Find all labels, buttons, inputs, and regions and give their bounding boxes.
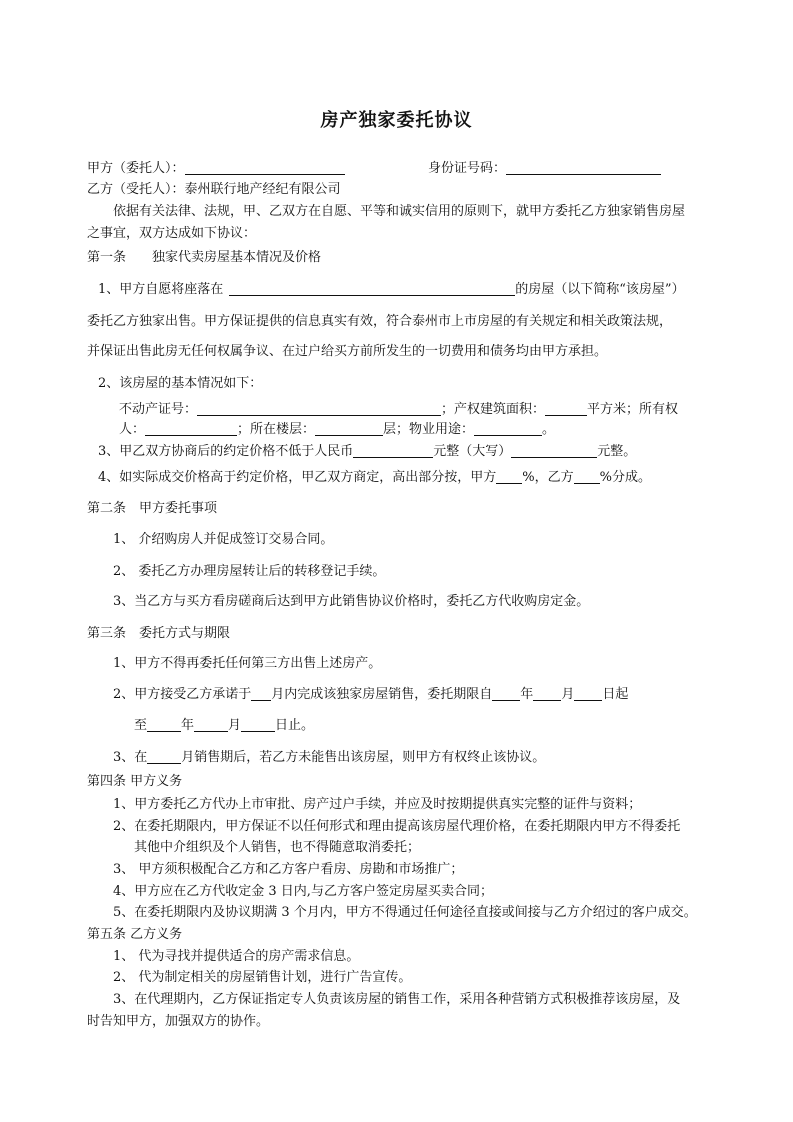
use-blank[interactable] <box>474 421 542 436</box>
property-info-row-2 <box>119 421 555 439</box>
clause-text: 的房屋（以下简称“该房屋”） <box>515 282 685 297</box>
article-1-clause-3 <box>98 443 636 461</box>
article-2-heading: 第二条 甲方委托事项 <box>87 501 218 516</box>
year-label: 年 <box>520 687 534 702</box>
area-label: ；产权建筑面积： <box>441 402 546 417</box>
clause-text: 1、甲方自愿将座落在 <box>98 282 224 297</box>
price-upper-blank[interactable] <box>511 443 597 458</box>
article-3-clause-3 <box>113 749 545 767</box>
clause-text: 2、甲方接受乙方承诺于 <box>113 687 252 702</box>
day-label: 日起 <box>602 687 629 702</box>
split-label: 4、如实际成交价格高于约定价格，甲乙双方商定，高出部分按，甲方 <box>98 470 497 485</box>
article-4-heading: 第四条 甲方义务 <box>87 774 183 789</box>
end-day-blank[interactable] <box>241 717 275 732</box>
article-5-item: 2、 代为制定相关的房屋销售计划，进行广告宣传。 <box>113 970 412 985</box>
area-blank[interactable] <box>545 401 587 416</box>
article-4-item-continued: 其他中介组织及个人销售，也不得随意取消委托； <box>134 840 421 855</box>
party-b-name: 泰州联行地产经纪有限公司 <box>184 182 341 197</box>
article-1-clause-1-line-2: 委托乙方独家出售。甲方保证提供的信息真实有效，符合泰州市上市房屋的有关规定和相关政策法规， <box>87 314 673 329</box>
article-3-heading: 第三条 委托方式与期限 <box>87 626 231 641</box>
price-blank[interactable] <box>353 443 433 458</box>
cert-number-blank[interactable] <box>197 401 441 416</box>
to-label: 至 <box>134 718 148 733</box>
floor-blank[interactable] <box>315 421 383 436</box>
split-end: %分成。 <box>599 470 651 485</box>
article-3-clause-2 <box>113 686 628 704</box>
id-label: 身份证号码： <box>428 161 507 176</box>
end-month-blank[interactable] <box>194 717 228 732</box>
article-1-clause-4 <box>98 469 651 487</box>
article-3-clause-1: 1、甲方不得再委托任何第三方出售上述房产。 <box>113 656 382 671</box>
price-label: 3、甲乙双方协商后的约定价格不低于人民币 <box>98 444 354 459</box>
article-4-item: 5、在委托期限内及协议期满 3 个月内，甲方不得通过任何途径直接或间接与乙方介绍过的客户成交。 <box>113 905 697 920</box>
party-a-share-blank[interactable] <box>496 469 522 484</box>
article-4-item: 4、甲方应在乙方代收定金 3 日内,与乙方客户签定房屋买卖合同； <box>113 884 493 899</box>
month-label: 月 <box>561 687 575 702</box>
owner-label: 人： <box>119 422 146 437</box>
party-b-share-blank[interactable] <box>574 469 600 484</box>
party-a-blank[interactable] <box>185 160 345 175</box>
month-label: 月 <box>228 718 242 733</box>
row-end: 。 <box>542 422 556 437</box>
start-day-blank[interactable] <box>574 686 602 701</box>
article-2-item: 2、 委托乙方办理房屋转让后的转移登记手续。 <box>113 564 386 579</box>
id-number-blank[interactable] <box>506 160 661 175</box>
article-1-heading: 第一条 独家代卖房屋基本情况及价格 <box>87 250 322 265</box>
article-3-clause-2-end <box>134 717 314 735</box>
year-label: 年 <box>181 718 195 733</box>
intro-line-2: 之事宜，双方达成如下协议： <box>87 226 257 241</box>
article-1-clause-1-line-3: 并保证出售此房无任何权属争议、在过户给买方前所发生的一切费用和债务均由甲方承担。 <box>87 344 608 359</box>
article-5-item: 1、 代为寻找并提供适合的房产需求信息。 <box>113 949 360 964</box>
clause-text: 月销售期后，若乙方未能售出该房屋，则甲方有权终止该协议。 <box>181 750 546 765</box>
article-1-clause-1 <box>98 281 685 299</box>
party-b-row <box>87 181 341 199</box>
sqm-label: 平方米；所有权 <box>587 402 679 417</box>
price-upper-label: 元整（大写） <box>433 444 512 459</box>
clause-text: 月内完成该独家房屋销售，委托期限自 <box>271 687 493 702</box>
party-a-label: 甲方（委托人）： <box>87 161 185 176</box>
months-blank[interactable] <box>251 686 271 701</box>
property-info-row-1 <box>119 401 678 419</box>
article-2-item: 1、 介绍购房人并促成签订交易合同。 <box>113 532 334 547</box>
address-blank[interactable] <box>229 281 515 296</box>
article-1-clause-2: 2、该房屋的基本情况如下： <box>98 376 263 391</box>
end-label: 日止。 <box>275 718 315 733</box>
start-month-blank[interactable] <box>533 686 561 701</box>
clause-text: 3、在 <box>113 750 148 765</box>
floor-label: ；所在楼层： <box>237 422 316 437</box>
article-5-item: 3、在代理期内，乙方保证指定专人负责该房屋的销售工作，采用各种营销方式积极推荐该房屋，及 <box>113 992 681 1007</box>
id-row <box>428 160 661 178</box>
owner-blank[interactable] <box>145 421 237 436</box>
article-4-item: 2、在委托期限内，甲方保证不以任何形式和理由提高该房屋代理价格，在委托期限内甲方不得委托 <box>113 819 681 834</box>
document-title: 房产独家委托协议 <box>320 110 473 131</box>
party-a-row <box>87 160 345 178</box>
article-4-item: 3、 甲方须积极配合乙方和乙方客户看房、房勘和市场推广； <box>113 862 464 877</box>
end-year-blank[interactable] <box>147 717 181 732</box>
article-5-heading: 第五条 乙方义务 <box>87 927 183 942</box>
use-label: 层；物业用途： <box>383 422 475 437</box>
article-4-item: 1、甲方委托乙方代办上市审批、房产过户手续，并应及时按期提供真实完整的证件与资料； <box>113 797 642 812</box>
party-b-label: 乙方（受托人）： <box>87 182 185 197</box>
intro-line-1: 依据有关法律、法规，甲、乙双方在自愿、平等和诚实信用的原则下，就甲方委托乙方独家销售房屋 <box>113 204 686 219</box>
article-5-item-continued: 时告知甲方，加强双方的协作。 <box>87 1014 270 1029</box>
cert-label: 不动产证号： <box>119 402 198 417</box>
start-year-blank[interactable] <box>492 686 520 701</box>
price-end: 元整。 <box>597 444 637 459</box>
sales-period-blank[interactable] <box>147 749 181 764</box>
article-2-item: 3、当乙方与买方看房磋商后达到甲方此销售协议价格时，委托乙方代收购房定金。 <box>113 594 590 609</box>
split-mid: %，乙方 <box>522 470 574 485</box>
